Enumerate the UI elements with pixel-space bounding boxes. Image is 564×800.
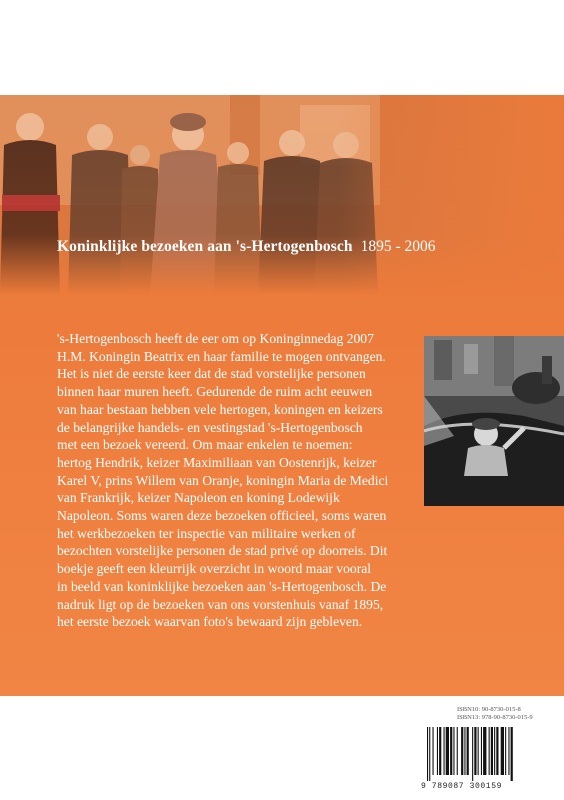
blurb-text: [57, 330, 417, 631]
barcode-bar: [481, 727, 482, 775]
barcode-bar: [505, 727, 506, 775]
blurb-line: het werkbezoeken ter inspectie van militaire werken of: [57, 525, 356, 541]
barcode-bar: [439, 727, 441, 775]
blurb-line: in beeld van koninklijke bezoeken aan 's-Hertogenbosch. De: [57, 578, 387, 594]
barcode-bar: [444, 727, 445, 775]
barcode-number: 9 789087 300159: [421, 782, 503, 791]
blurb-line: van Frankrijk, keizer Napoleon en koning Lodewijk: [57, 490, 340, 506]
barcode-bar: [437, 727, 438, 775]
orange-panel: [0, 95, 564, 696]
barcode-bar: [427, 727, 428, 781]
barcode-bar: [461, 727, 463, 775]
blurb-line: met een bezoek vereerd. Om maar enkelen te noemen:: [57, 437, 353, 453]
blurb-line: 's-Hertogenbosch heeft de eer om op Koninginnedag 2007: [57, 331, 374, 346]
book-title: [57, 238, 517, 256]
barcode-bar: [491, 727, 493, 775]
barcode-bar: [450, 727, 452, 775]
barcode-bar: [489, 727, 490, 775]
title-main: Koninklijke bezoeken aan 's-Hertogenbosch: [57, 238, 353, 255]
royal-visit-photo: [0, 95, 564, 295]
barcode-bar: [501, 727, 504, 775]
barcode-bar: [433, 727, 434, 775]
blurb-line: hertog Hendrik, keizer Maximiliaan van Oostenrijk, keizer: [57, 454, 377, 470]
barcode-graphic: [421, 727, 561, 781]
blurb-line: boekje geeft een kleurrijk overzicht in woord maar vooral: [57, 561, 372, 577]
title-years: 1895 - 2006: [360, 238, 436, 255]
blurb-line: van haar bestaan hebben vele hertogen, koningen en keizers: [57, 401, 383, 417]
isbn10-text: ISBN10: 90-8730-015-8: [457, 706, 521, 713]
barcode-bar: [511, 727, 513, 781]
barcode-bar: [478, 727, 479, 775]
barcode-bar: [429, 727, 430, 781]
isbn-barcode-block: [421, 699, 561, 794]
barcode-bar: [472, 727, 473, 781]
barcode-bar: [457, 727, 458, 775]
barcode-bar: [453, 727, 454, 775]
queen-in-car-photo: [424, 336, 564, 506]
blurb-line: Het is niet de eerste keer dat de stad vorstelijke personen: [57, 366, 366, 382]
isbn13-text: ISBN13: 978-90-8730-015-9: [457, 714, 533, 721]
barcode-bar: [483, 727, 486, 775]
barcode-bar: [496, 727, 498, 775]
barcode-bar: [508, 727, 509, 775]
barcode-bar: [464, 727, 465, 775]
blurb-line: H.M. Koningin Beatrix en haar familie te mogen ontvangen.: [57, 348, 386, 364]
blurb-line: binnen haar muren heeft. Gedurende de ruim acht eeuwen: [57, 384, 373, 400]
blurb-line: de belangrijke handels- en vestingstad 's-Hertogenbosch: [57, 419, 363, 435]
barcode-bar: [494, 727, 495, 775]
blurb-line: het eerste bezoek waarvan foto's bewaard zijn gebleven.: [57, 614, 363, 630]
blurb-line: nadruk ligt op de bezoeken van ons vorstenhuis vanaf 1895,: [57, 596, 384, 612]
blurb-line: bezochten vorstelijke personen de stad privé op doorreis. Dit: [57, 543, 388, 559]
blurb-line: Napoleon. Soms waren deze bezoeken officieel, soms waren: [57, 508, 387, 524]
barcode-bar: [446, 727, 449, 775]
barcode-bar: [474, 727, 476, 775]
barcode-bar: [467, 727, 469, 775]
blurb-line: Karel V, prins Willem van Oranje, koningin Maria de Medici: [57, 472, 389, 488]
